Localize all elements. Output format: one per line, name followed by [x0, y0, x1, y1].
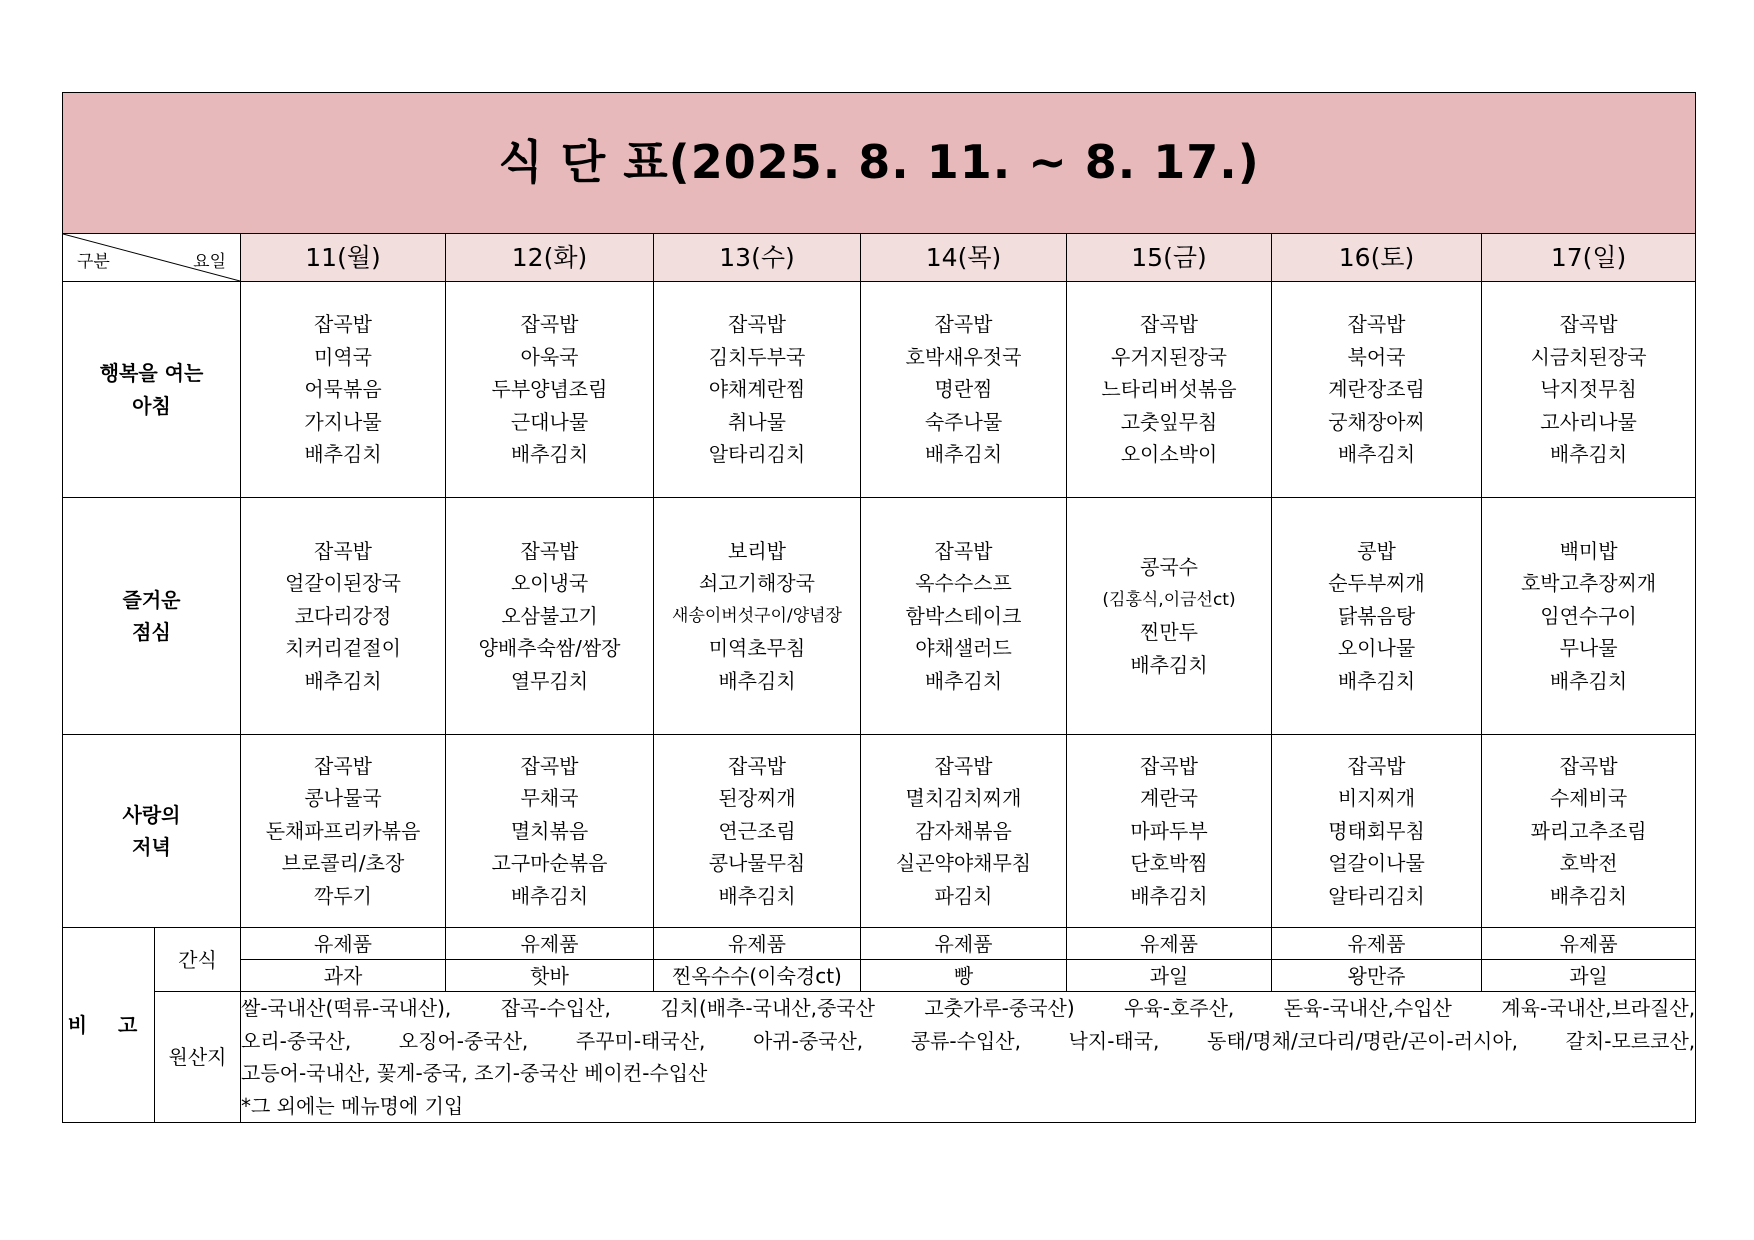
menu-item: 돈채파프리카볶음: [265, 818, 421, 843]
menu-item: 낙지젓무침: [1540, 377, 1637, 402]
menu-item: 새송이버섯구이/양념장: [672, 605, 842, 626]
menu-list: [241, 750, 445, 913]
origin-row: [63, 992, 1696, 1123]
menu-item: 얼갈이나물: [1328, 851, 1425, 876]
menu-item: 꽈리고추조림: [1530, 818, 1647, 843]
menu-list: [654, 308, 860, 471]
snack-item: 유제품: [1272, 928, 1482, 960]
meal-label-line: 즐거운: [122, 587, 181, 612]
snack-item: 빵: [861, 960, 1067, 992]
menu-table: [62, 92, 1696, 1123]
menu-item: 배추김치: [1337, 442, 1416, 467]
menu-list: [861, 308, 1066, 471]
day-header: 12(화): [446, 234, 654, 282]
snack-item: 과일: [1067, 960, 1272, 992]
menu-item: 고춧잎무침: [1120, 409, 1218, 434]
lunch-menu-cell: [1067, 498, 1272, 735]
menu-list: [1067, 551, 1271, 681]
lunch-menu-cell: [446, 498, 654, 735]
menu-item: 궁채장아찌: [1328, 409, 1425, 434]
origin-line: *그 외에는 메뉴명에 기입: [241, 1093, 464, 1118]
meal-label-line: 저녁: [132, 835, 171, 859]
menu-item: 잡곡밥: [1140, 312, 1198, 337]
lunch-row: [63, 498, 1696, 735]
snack-item: 유제품: [1482, 928, 1696, 960]
menu-item: 오삼불고기: [501, 603, 598, 628]
menu-item: 무나물: [1559, 636, 1618, 661]
menu-item: 아욱국: [520, 344, 579, 369]
snack-item: 유제품: [446, 928, 654, 960]
menu-list: [861, 750, 1066, 913]
menu-item: 배추김치: [1130, 652, 1208, 677]
menu-item: 보리밥: [728, 538, 786, 563]
corner-header: [63, 234, 241, 282]
snack-item: 유제품: [861, 928, 1067, 960]
menu-item: 숙주나물: [924, 409, 1003, 434]
menu-list: [861, 535, 1066, 698]
menu-item: 가지나물: [304, 409, 382, 434]
menu-item: 배추김치: [1549, 883, 1628, 908]
meal-label-breakfast: [63, 282, 241, 498]
lunch-menu-cell: [1272, 498, 1482, 735]
menu-item: 어묵볶음: [304, 377, 382, 402]
menu-list: [446, 535, 653, 698]
menu-item: 배추김치: [304, 442, 382, 467]
menu-item: 느타리버섯볶음: [1101, 377, 1237, 402]
menu-item: 임연수구이: [1540, 603, 1637, 628]
dinner-menu-cell: [1272, 735, 1482, 928]
menu-item: 북어국: [1347, 344, 1406, 369]
menu-item: 배추김치: [1549, 668, 1628, 693]
menu-item: 치커리겉절이: [285, 636, 401, 661]
menu-item: 순두부찌개: [1328, 571, 1425, 596]
menu-item: 쇠고기해장국: [699, 571, 815, 596]
menu-list: [241, 308, 445, 471]
snack-item: 과일: [1482, 960, 1696, 992]
day-header: 17(일): [1482, 234, 1696, 282]
dinner-menu-cell: [654, 735, 861, 928]
menu-item: 명란찜: [934, 377, 993, 402]
menu-item: 마파두부: [1130, 818, 1208, 843]
menu-item: 수제비국: [1549, 786, 1628, 811]
menu-item: 김치두부국: [708, 344, 806, 369]
menu-item: 양배추숙쌈/쌈장: [478, 636, 621, 661]
day-header: 16(토): [1272, 234, 1482, 282]
menu-item: (김홍식,이금선ct): [1102, 589, 1236, 610]
origin-text: [241, 992, 1696, 1123]
snack-item: 찐옥수수(이숙경ct): [654, 960, 861, 992]
menu-item: 두부양념조림: [491, 377, 608, 402]
menu-item: 계란장조림: [1328, 377, 1425, 402]
menu-item: 배추김치: [1337, 668, 1416, 693]
menu-item: 비지찌개: [1337, 786, 1416, 811]
dinner-menu-cell: [241, 735, 446, 928]
menu-item: 잡곡밥: [728, 312, 786, 337]
menu-item: 잡곡밥: [1347, 312, 1406, 337]
snack-item: 유제품: [241, 928, 446, 960]
origin-line: 고등어-국내산, 꽃게-중국, 조기-중국산 베이컨-수입산: [241, 1061, 708, 1085]
menu-item: 배추김치: [304, 668, 382, 693]
menu-item: 알타리김치: [708, 442, 806, 467]
snack-item: 유제품: [654, 928, 861, 960]
menu-item: 취나물: [728, 409, 786, 434]
meal-label-line: 행복을 여는: [99, 361, 204, 385]
menu-item: 잡곡밥: [314, 753, 372, 778]
breakfast-menu-cell: [1482, 282, 1696, 498]
menu-item: 실곤약야채무침: [895, 851, 1032, 876]
menu-item: 무채국: [520, 786, 579, 811]
menu-item: 호박전: [1559, 851, 1618, 876]
meal-label-line: 아침: [132, 393, 171, 418]
lunch-menu-cell: [1482, 498, 1696, 735]
origin-line: 오리-중국산, 오징어-중국산, 주꾸미-태국산, 아귀-중국산, 콩류-수입산, 낙지-태국, 동태/명채/코다리/명란/곤이-러시아, 갈치-모르코산,: [241, 1028, 1696, 1053]
breakfast-menu-cell: [1272, 282, 1482, 498]
breakfast-menu-cell: [446, 282, 654, 498]
origin-line: 쌀-국내산(떡류-국내산), 잡곡-수입산, 김치(배추-국내산,중국산 고춧가루-중국산) 우육-호주산, 돈육-국내산,수입산 계육-국내산,브라질산,: [241, 996, 1696, 1020]
menu-item: 계란국: [1140, 786, 1198, 811]
menu-item: 오이나물: [1337, 636, 1416, 661]
menu-item: 닭볶음탕: [1337, 603, 1416, 628]
day-header-row: [63, 234, 1696, 282]
menu-item: 잡곡밥: [314, 538, 372, 563]
menu-item: 배추김치: [718, 668, 796, 693]
menu-item: 잡곡밥: [520, 312, 579, 337]
menu-list: [1272, 750, 1481, 913]
meal-label-dinner: [63, 735, 241, 928]
snack-item: 왕만쥬: [1272, 960, 1482, 992]
menu-item: 오이냉국: [510, 571, 589, 596]
breakfast-menu-cell: [1067, 282, 1272, 498]
menu-item: 콩국수: [1140, 555, 1198, 579]
menu-item: 배추김치: [924, 442, 1003, 467]
menu-list: [1482, 750, 1695, 913]
menu-item: 배추김치: [1549, 442, 1628, 467]
menu-item: 브로콜리/초장: [281, 851, 405, 876]
dinner-menu-cell: [1482, 735, 1696, 928]
menu-item: 된장찌개: [718, 786, 796, 811]
snack-item: 유제품: [1067, 928, 1272, 960]
menu-item: 잡곡밥: [1559, 753, 1618, 778]
menu-item: 잡곡밥: [520, 753, 579, 778]
menu-item: 호박고추장찌개: [1520, 571, 1657, 596]
menu-item: 백미밥: [1559, 538, 1618, 563]
menu-item: 멸치김치찌개: [905, 786, 1022, 811]
menu-item: 연근조림: [718, 818, 796, 843]
menu-item: 코다리강정: [294, 603, 392, 628]
menu-item: 옥수수스프: [915, 571, 1012, 596]
snack-item: 과자: [241, 960, 446, 992]
menu-item: 잡곡밥: [934, 538, 993, 563]
menu-item: 찐만두: [1140, 620, 1198, 644]
menu-item: 잡곡밥: [520, 538, 579, 563]
snack-row-1: [63, 928, 1696, 960]
corner-label-category: 구분: [77, 252, 110, 272]
day-header: 15(금): [1067, 234, 1272, 282]
lunch-menu-cell: [861, 498, 1067, 735]
menu-list: [1067, 308, 1271, 471]
menu-item: 감자채볶음: [915, 818, 1012, 843]
menu-item: 단호박찜: [1130, 851, 1208, 876]
dinner-row: [63, 735, 1696, 928]
menu-item: 깍두기: [314, 883, 372, 908]
menu-item: 호박새우젓국: [905, 344, 1022, 369]
corner-label-weekday: 요일: [193, 252, 226, 272]
menu-item: 명태회무침: [1328, 818, 1425, 843]
meal-label-line: 점심: [132, 620, 171, 644]
menu-item: 잡곡밥: [1140, 753, 1198, 778]
menu-item: 잡곡밥: [728, 753, 786, 778]
page-title: 식 단 표(2025. 8. 11. ~ 8. 17.): [63, 93, 1696, 234]
breakfast-menu-cell: [654, 282, 861, 498]
day-header: 14(목): [861, 234, 1067, 282]
menu-item: 콩나물국: [304, 786, 382, 811]
meal-label-line: 사랑의: [122, 802, 181, 827]
dinner-menu-cell: [1067, 735, 1272, 928]
menu-item: 잡곡밥: [1347, 753, 1406, 778]
menu-item: 콩밥: [1357, 538, 1396, 563]
menu-list: [654, 535, 860, 698]
menu-item: 잡곡밥: [1559, 312, 1618, 337]
dinner-menu-cell: [861, 735, 1067, 928]
breakfast-row: [63, 282, 1696, 498]
menu-item: 야채계란찜: [708, 377, 806, 402]
dinner-menu-cell: [446, 735, 654, 928]
remarks-label: 비 고: [63, 928, 155, 1123]
menu-list: [654, 750, 860, 913]
menu-item: 파김치: [934, 883, 993, 908]
meal-label-lunch: [63, 498, 241, 735]
menu-list: [1482, 535, 1695, 698]
menu-list: [446, 308, 653, 471]
day-header: 13(수): [654, 234, 861, 282]
breakfast-menu-cell: [241, 282, 446, 498]
snack-label: 간식: [155, 928, 241, 992]
menu-list: [241, 535, 445, 698]
lunch-menu-cell: [654, 498, 861, 735]
snack-item: 핫바: [446, 960, 654, 992]
menu-item: 미역초무침: [708, 636, 806, 661]
menu-item: 배추김치: [718, 883, 796, 908]
breakfast-menu-cell: [861, 282, 1067, 498]
menu-list: [1272, 308, 1481, 471]
menu-list: [446, 750, 653, 913]
menu-item: 시금치된장국: [1530, 344, 1647, 369]
menu-item: 배추김치: [924, 668, 1003, 693]
day-header: 11(월): [241, 234, 446, 282]
menu-item: 멸치볶음: [510, 818, 589, 843]
menu-item: 알타리김치: [1328, 883, 1425, 908]
title-row: [63, 93, 1696, 234]
menu-item: 얼갈이된장국: [285, 571, 401, 596]
menu-item: 근대나물: [510, 409, 589, 434]
menu-item: 배추김치: [1130, 883, 1208, 908]
menu-item: 잡곡밥: [934, 753, 993, 778]
menu-item: 함박스테이크: [905, 603, 1022, 628]
snack-row-2: [63, 960, 1696, 992]
menu-item: 우거지된장국: [1111, 344, 1227, 369]
menu-item: 열무김치: [510, 668, 589, 693]
menu-item: 미역국: [314, 344, 372, 369]
menu-item: 잡곡밥: [934, 312, 993, 337]
menu-list: [1482, 308, 1695, 471]
menu-item: 배추김치: [510, 883, 589, 908]
menu-list: [1067, 750, 1271, 913]
menu-item: 야채샐러드: [915, 636, 1012, 661]
menu-item: 오이소박이: [1120, 442, 1218, 467]
menu-item: 잡곡밥: [314, 312, 372, 337]
origin-label: 원산지: [155, 992, 241, 1123]
menu-item: 고사리나물: [1540, 409, 1637, 434]
menu-item: 콩나물무침: [708, 851, 806, 876]
menu-list: [1272, 535, 1481, 698]
menu-item: 고구마순볶음: [491, 851, 608, 876]
menu-item: 배추김치: [510, 442, 589, 467]
lunch-menu-cell: [241, 498, 446, 735]
